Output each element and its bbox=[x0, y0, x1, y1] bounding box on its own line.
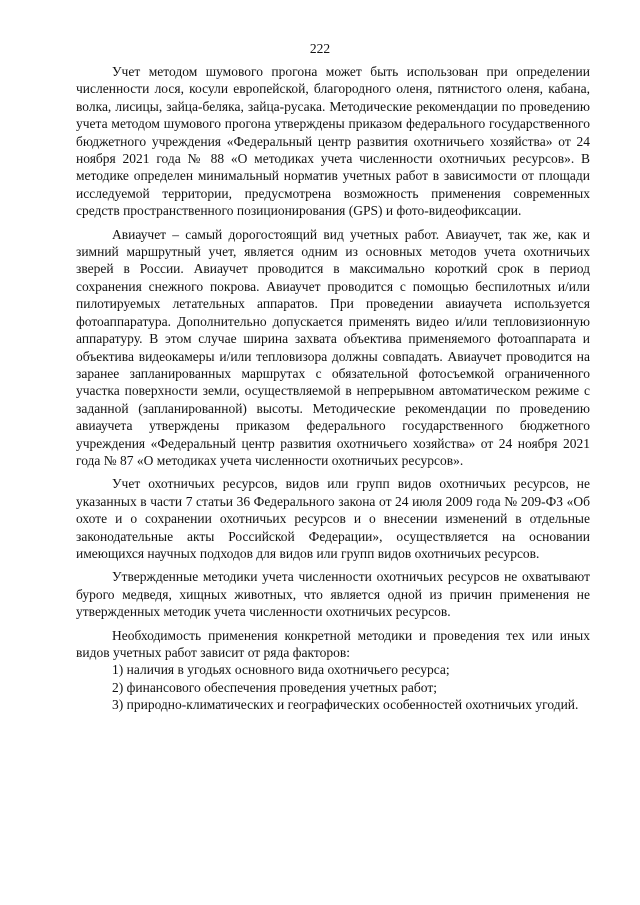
paragraph-aerial-census: Авиаучет – самый дорогостоящий вид учетных работ. Авиаучет, так же, как и зимний маршрутный учет, является одним из основных методов учета охотничьих зверей в России. Авиаучет проводится в максимально короткий срок в период сохранения снежного покрова. Авиаучет проводится с помощью беспилотных и/или пилотируемых летательных аппаратов. При проведении авиаучета используется фотоаппаратура. Дополнительно допускается применять видео и/или тепловизионную аппаратуру. В этом случае ширина захвата объектива применяемого фотоаппарата и объектива видеокамеры и/или тепловизора должны совпадать. Авиаучет проводится на заранее запланированных маршрутах с обязательной фотосъемкой ограниченного участка поверхности земли, осуществляемой в непрерывном автоматическом режиме с заданной (запланированной) высоты. Методические рекомендации по проведению авиаучета утверждены приказом федерального государственного бюджетного учреждения «Федеральный центр развития охотничьего хозяйства» от 24 ноября 2021 года № 87 «О методиках учета численности охотничьих ресурсов». bbox=[76, 226, 590, 468]
page-body bbox=[76, 63, 590, 714]
paragraph-methods-coverage: Утвержденные методики учета численности охотничьих ресурсов не охватывают бурого медведя, хищных животных, что является одной из причин применения не утвержденных методик учета численности охотничьих ресурсов. bbox=[76, 569, 590, 620]
list-item-factor-1: 1) наличия в угодьях основного вида охотничьего ресурса; bbox=[112, 662, 450, 678]
page-number: 222 bbox=[309, 41, 331, 56]
paragraph-factors-intro: Необходимость применения конкретной методики и проведения тех или иных видов учетных работ зависит от ряда факторов: bbox=[76, 627, 590, 660]
paragraph-other-resources-census: Учет охотничьих ресурсов, видов или групп видов охотничьих ресурсов, не указанных в части 7 статьи 36 Федерального закона от 24 июля 2009 года № 209-ФЗ «Об охоте и о сохранении охотничьих ресурсов и о внесении изменений в отдельные законодательные акты Российской Федерации», осуществляется на основании имеющихся научных подходов для видов или групп видов охотничьих ресурсов. bbox=[76, 476, 590, 561]
paragraph-noise-drive-census: Учет методом шумового прогона может быть использован при определении численности лося, косули европейской, благородного оленя, пятнистого оленя, кабана, волка, лисицы, зайца-беляка, зайца-русака. Методические рекомендации по проведению учета методом шумового прогона утверждены приказом федерального государственного бюджетного учреждения «Федеральный центр развития охотничьего хозяйства» от 24 ноября 2021 года № 88 «О методиках учета численности охотничьих ресурсов». В методике определен минимальный норматив учетных работ в зависимости от площади исследуемой территории, предусмотрена возможность применения современных средств пространственного позиционирования (GPS) и фото-видеофиксации. bbox=[76, 64, 590, 219]
list-item-factor-2: 2) финансового обеспечения проведения учетных работ; bbox=[112, 679, 438, 695]
list-item-factor-3: 3) природно-климатических и географических особенностей охотничьих угодий. bbox=[112, 697, 579, 713]
